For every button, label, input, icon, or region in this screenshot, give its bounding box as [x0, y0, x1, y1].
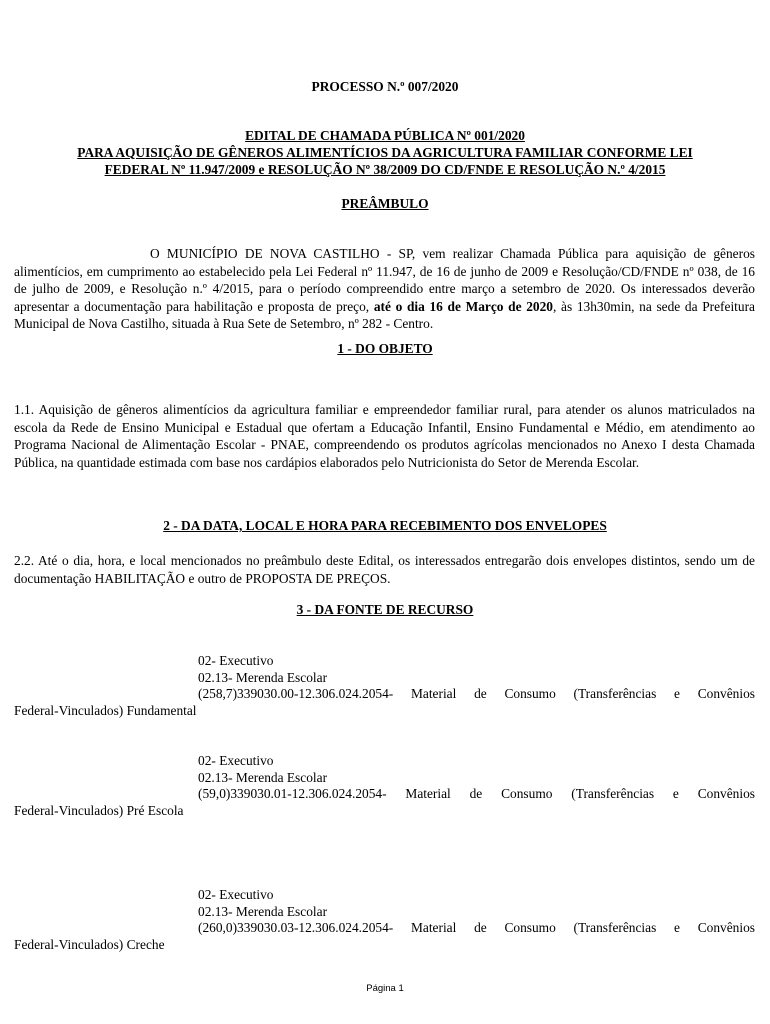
preambulo-heading: PREÂMBULO — [341, 196, 429, 211]
edital-title-line3: FEDERAL Nº 11.947/2009 e RESOLUÇÃO Nº 38/2009 DO CD/FNDE E RESOLUÇÃO N.º 4/2015 — [104, 162, 666, 177]
funding-line-executivo: 02- Executivo — [198, 887, 274, 902]
funding-line-dotacao: (258,7)339030.00-12.306.024.2054- Material de Consumo (Transferências e Convênios — [198, 686, 755, 702]
preambulo-text-a: O MUNICÍPIO DE NOVA CASTILHO ‑ SP, vem realizar Chamada Pública para aquisição de gêneros alimentícios, em cumprimento ao estabelecido pela Lei Federal nº 11.947, de 16 de junho de 2009 e Resolução/CD/FNDE nº 038, de 16 de julho de 2009, e Resolução n.º 4/2015, para o período compreendido entre março a setembro de 2020. Os interessados deverão apresentar a documentação para habilitação e proposta de preço, — [14, 246, 755, 314]
preambulo-paragraph — [14, 245, 755, 333]
section2-paragraph: 2.2. Até o dia, hora, e local mencionados no preâmbulo deste Edital, os interessados entregarão dois envelopes distintos, sendo um de documentação HABILITAÇÃO e outro de PROPOSTA DE PREÇOS. — [14, 553, 755, 586]
funding-line-executivo: 02- Executivo — [198, 653, 274, 668]
funding-line-merenda: 02.13- Merenda Escolar — [198, 669, 328, 685]
edital-title-line2: PARA AQUISIÇÃO DE GÊNEROS ALIMENTÍCIOS DA AGRICULTURA FAMILIAR CONFORME LEI — [77, 145, 693, 160]
preambulo-deadline: até o dia 16 de Março de 2020 — [373, 298, 553, 314]
funding-line-vinculados: Federal-Vinculados) Creche — [14, 937, 165, 952]
funding-line-executivo: 02- Executivo — [198, 753, 274, 768]
section1-paragraph: 1.1. Aquisição de gêneros alimentícios da agricultura familiar e empreendedor familiar rural, para atender os alunos matriculados na escola da Rede de Ensino Municipal e Estadual que ofertam a Educação Infantil, Ensino Fundamental e Médio, em atendimento ao Programa Nacional de Alimentação Escolar - PNAE, compreendendo os produtos agrícolas mencionados no Anexo I desta Chamada Pública, na quantidade estimada com base nos cardápios elaborados pelo Nutricionista do Setor de Merenda Escolar. — [14, 402, 755, 470]
funding-line-dotacao: (59,0)339030.01-12.306.024.2054- Material de Consumo (Transferências e Convênios — [198, 786, 755, 802]
funding-line-vinculados: Federal-Vinculados) Pré Escola — [14, 803, 184, 818]
preambulo-text-b: , às 13h30min, na sede da Prefeitura Municipal de Nova Castilho, situada à Rua Sete de Setembro, nº 282 ‑ Centro. — [14, 298, 755, 332]
funding-line-merenda: 02.13- Merenda Escolar — [198, 769, 328, 785]
funding-line-vinculados: Federal-Vinculados) Fundamental — [14, 703, 197, 718]
edital-title-line1: EDITAL DE CHAMADA PÚBLICA Nº 001/2020 — [245, 128, 525, 143]
section3-heading: 3 - DA FONTE DE RECURSO — [296, 602, 474, 617]
funding-line-merenda: 02.13- Merenda Escolar — [198, 903, 328, 919]
funding-line-dotacao: (260,0)339030.03-12.306.024.2054- Material de Consumo (Transferências e Convênios — [198, 920, 755, 936]
section1-heading: 1 - DO OBJETO — [337, 341, 433, 356]
section2-heading: 2 - DA DATA, LOCAL E HORA PARA RECEBIMENTO DOS ENVELOPES — [163, 518, 607, 533]
processo-number: PROCESSO N.º 007/2020 — [311, 79, 459, 94]
page-number: Página 1 — [366, 983, 404, 994]
